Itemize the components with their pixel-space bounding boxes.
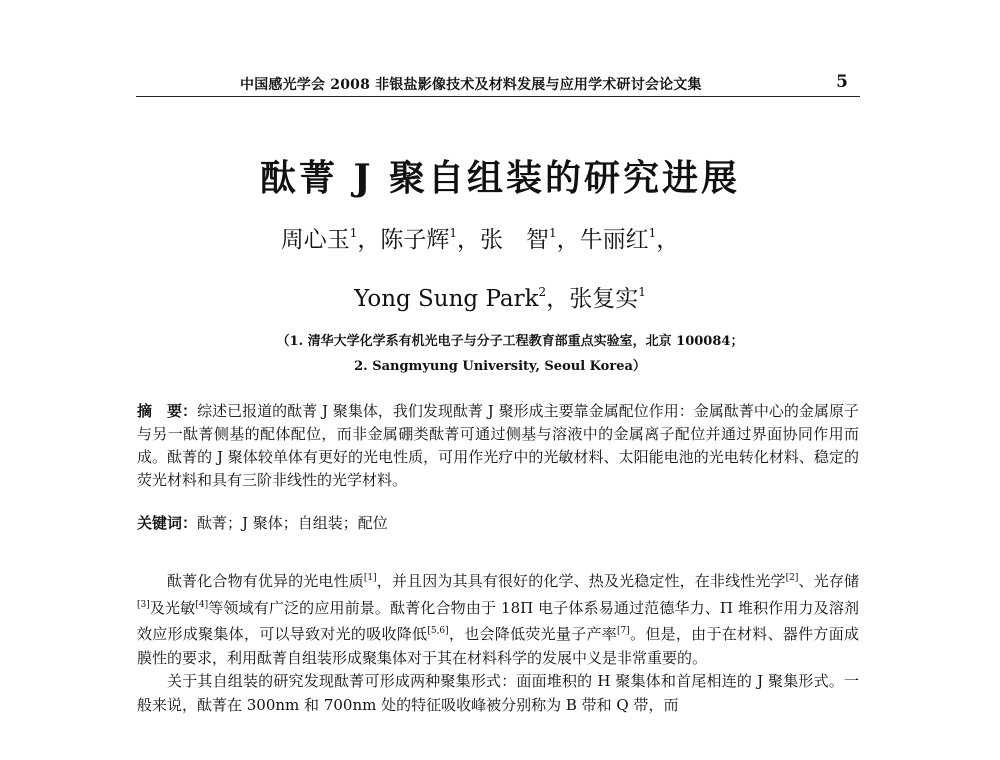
author-affil-mark: 1 [549, 226, 557, 240]
author-name: 周心玉 [280, 227, 350, 253]
body-text [137, 567, 859, 717]
running-title: 中国感光学会 2008 非银盐影像技术及材料发展与应用学术研讨会论文集 [240, 77, 702, 93]
author-affil-mark: 2 [538, 285, 547, 299]
author-name: 张复实 [569, 286, 639, 312]
author-name: 张 智 [480, 227, 549, 253]
citation-ref: [7] [617, 626, 630, 636]
running-header [136, 72, 860, 97]
author-separator: ， [357, 227, 381, 253]
author-affil-mark: 1 [349, 226, 358, 240]
author-line-2 [0, 280, 1000, 313]
author-separator: ， [457, 227, 480, 253]
author-affil-mark: 1 [648, 226, 657, 240]
abstract [137, 400, 859, 492]
author-name: 陈子辉 [380, 227, 450, 253]
affiliation-line-1: （1. 清华大学化学系有机光电子与分子工程教育部重点实验室，北京 100084； [276, 334, 744, 349]
body-text-run: 等领域有广泛的应用前景。酞菁化合物由于 18Π 电子体系易通过范德华力、Π 堆积作用力及溶剂效应形成聚集体，可以导致对光的吸收降低 [137, 598, 859, 643]
author-separator: ， [656, 227, 680, 253]
page-number: 5 [836, 72, 848, 92]
author-name: Yong Sung Park [354, 286, 539, 312]
body-text-run: ，并且因为其具有很好的化学、热及光稳定性，在非线性光学 [376, 572, 786, 590]
citation-ref: [4] [195, 599, 209, 610]
body-paragraph-2: 关于其自组装的研究发现酞菁可形成两种聚集形式：面面堆积的 H 聚集体和首尾相连的 J 聚集形式。一般来说，酞菁在 300nm 和 700nm 处的特征吸收峰被分别称为 B 带和 Q 带，而 [137, 672, 859, 714]
author-affil-mark: 1 [449, 226, 457, 240]
body-text-run: ，也会降低荧光量子产率 [448, 625, 618, 643]
author-separator: ， [556, 227, 580, 253]
body-text-run: 酞菁化合物有优异的光电性质 [167, 572, 364, 590]
body-text-run: 及光敏 [149, 598, 196, 617]
citation-ref: [5,6] [427, 626, 449, 636]
body-paragraph-1 [137, 567, 859, 670]
citation-ref: [1] [363, 573, 377, 583]
body-text-run: 、光存储 [798, 572, 859, 590]
affiliation-line-2: 2. Sangmyung University, Seoul Korea） [354, 359, 646, 374]
citation-ref: [3] [137, 599, 150, 610]
keywords-text: 酞菁；J 聚体；自组装；配位 [197, 514, 388, 532]
author-name: 牛丽红 [579, 227, 649, 253]
keywords [137, 512, 388, 533]
citation-ref: [2] [785, 573, 799, 583]
abstract-text: 综述已报道的酞菁 J 聚集体，我们发现酞菁 J 聚形成主要靠金属配位作用：金属酞菁中心的金属原子与另一酞菁侧基的配体配位，而非金属硼类酞菁可通过侧基与溶液中的金属离子配位并通过界面协同作用而成。酞菁的 J 聚体较单体有更好的光电性质，可用作光疗中的光敏材料、太阳能电池的光电转化材料、稳定的荧光材料和具有三阶非线性的光学材料。 [137, 402, 859, 489]
author-separator: ， [546, 286, 570, 312]
abstract-label: 摘 要： [137, 402, 198, 420]
keywords-label: 关键词： [137, 514, 198, 532]
paper-title: 酞菁 J 聚自组装的研究进展 [259, 157, 741, 199]
body-text-run: 。但是，由于在材料、器件方面成膜性的要求，利用酞菁自组装形成聚集体对于其在材料科学的发展中义是非常重要的。 [137, 625, 859, 667]
author-affil-mark: 1 [638, 285, 646, 299]
author-line-1 [0, 221, 980, 254]
